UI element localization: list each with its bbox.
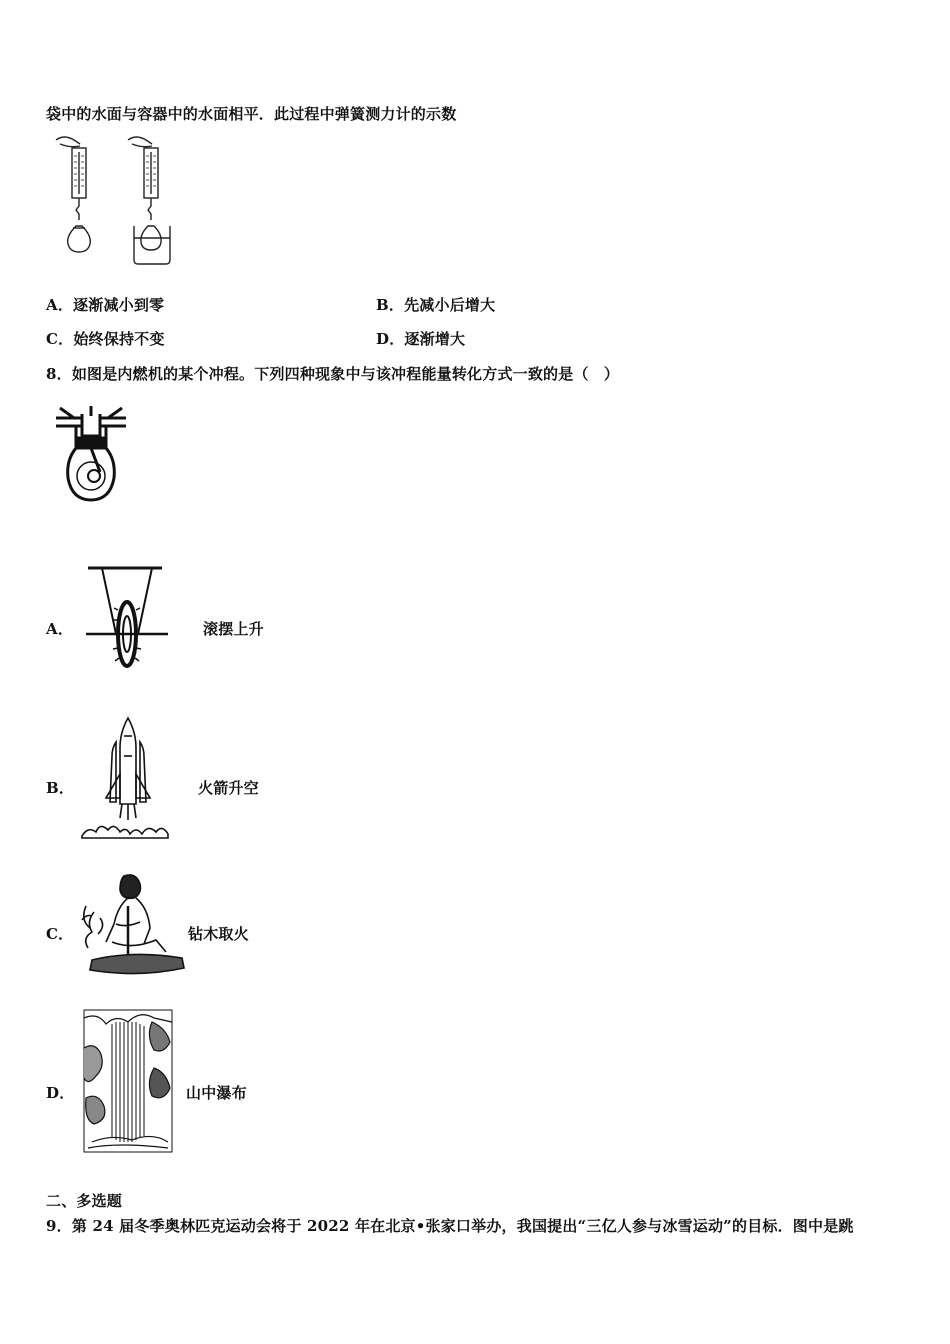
q8-option-c-letter: C． — [46, 925, 74, 943]
q8-option-d-caption: 山中瀑布 — [186, 1084, 247, 1102]
rolling-pendulum-image — [82, 564, 172, 672]
q8-option-b-letter: B． — [46, 779, 75, 797]
engine-stroke-figure — [52, 404, 130, 508]
q8-option-a-caption: 滚摆上升 — [203, 620, 264, 638]
rocket-launch-image — [80, 716, 180, 840]
q7-option-d: D．逐渐增大 — [376, 330, 466, 348]
q8-stem: 8．如图是内燃机的某个冲程。下列四种现象中与该冲程能量转化方式一致的是（ ） — [46, 365, 620, 383]
q8-option-c-caption: 钻木取火 — [188, 925, 249, 943]
section-heading-multiple-choice: 二、多选题 — [46, 1192, 123, 1210]
q7-continuation-text: 袋中的水面与容器中的水面相平．此过程中弹簧测力计的示数 — [46, 105, 457, 123]
q7-option-c: C．始终保持不变 — [46, 330, 165, 348]
drilling-wood-fire-image — [72, 872, 188, 978]
q7-option-a: A．逐渐减小到零 — [46, 296, 165, 314]
q8-option-b-caption: 火箭升空 — [198, 779, 259, 797]
q7-option-b: B．先减小后增大 — [376, 296, 496, 314]
q9-stem: 9．第 24 届冬季奥林匹克运动会将于 2022 年在北京•张家口举办，我国提出“三亿人参与冰雪运动”的目标．图中是跳 — [46, 1217, 854, 1235]
waterfall-image — [82, 1008, 174, 1154]
spring-scale-figure — [46, 134, 196, 266]
q8-option-d-letter: D． — [46, 1084, 75, 1102]
q8-option-a-letter: A． — [46, 620, 74, 638]
